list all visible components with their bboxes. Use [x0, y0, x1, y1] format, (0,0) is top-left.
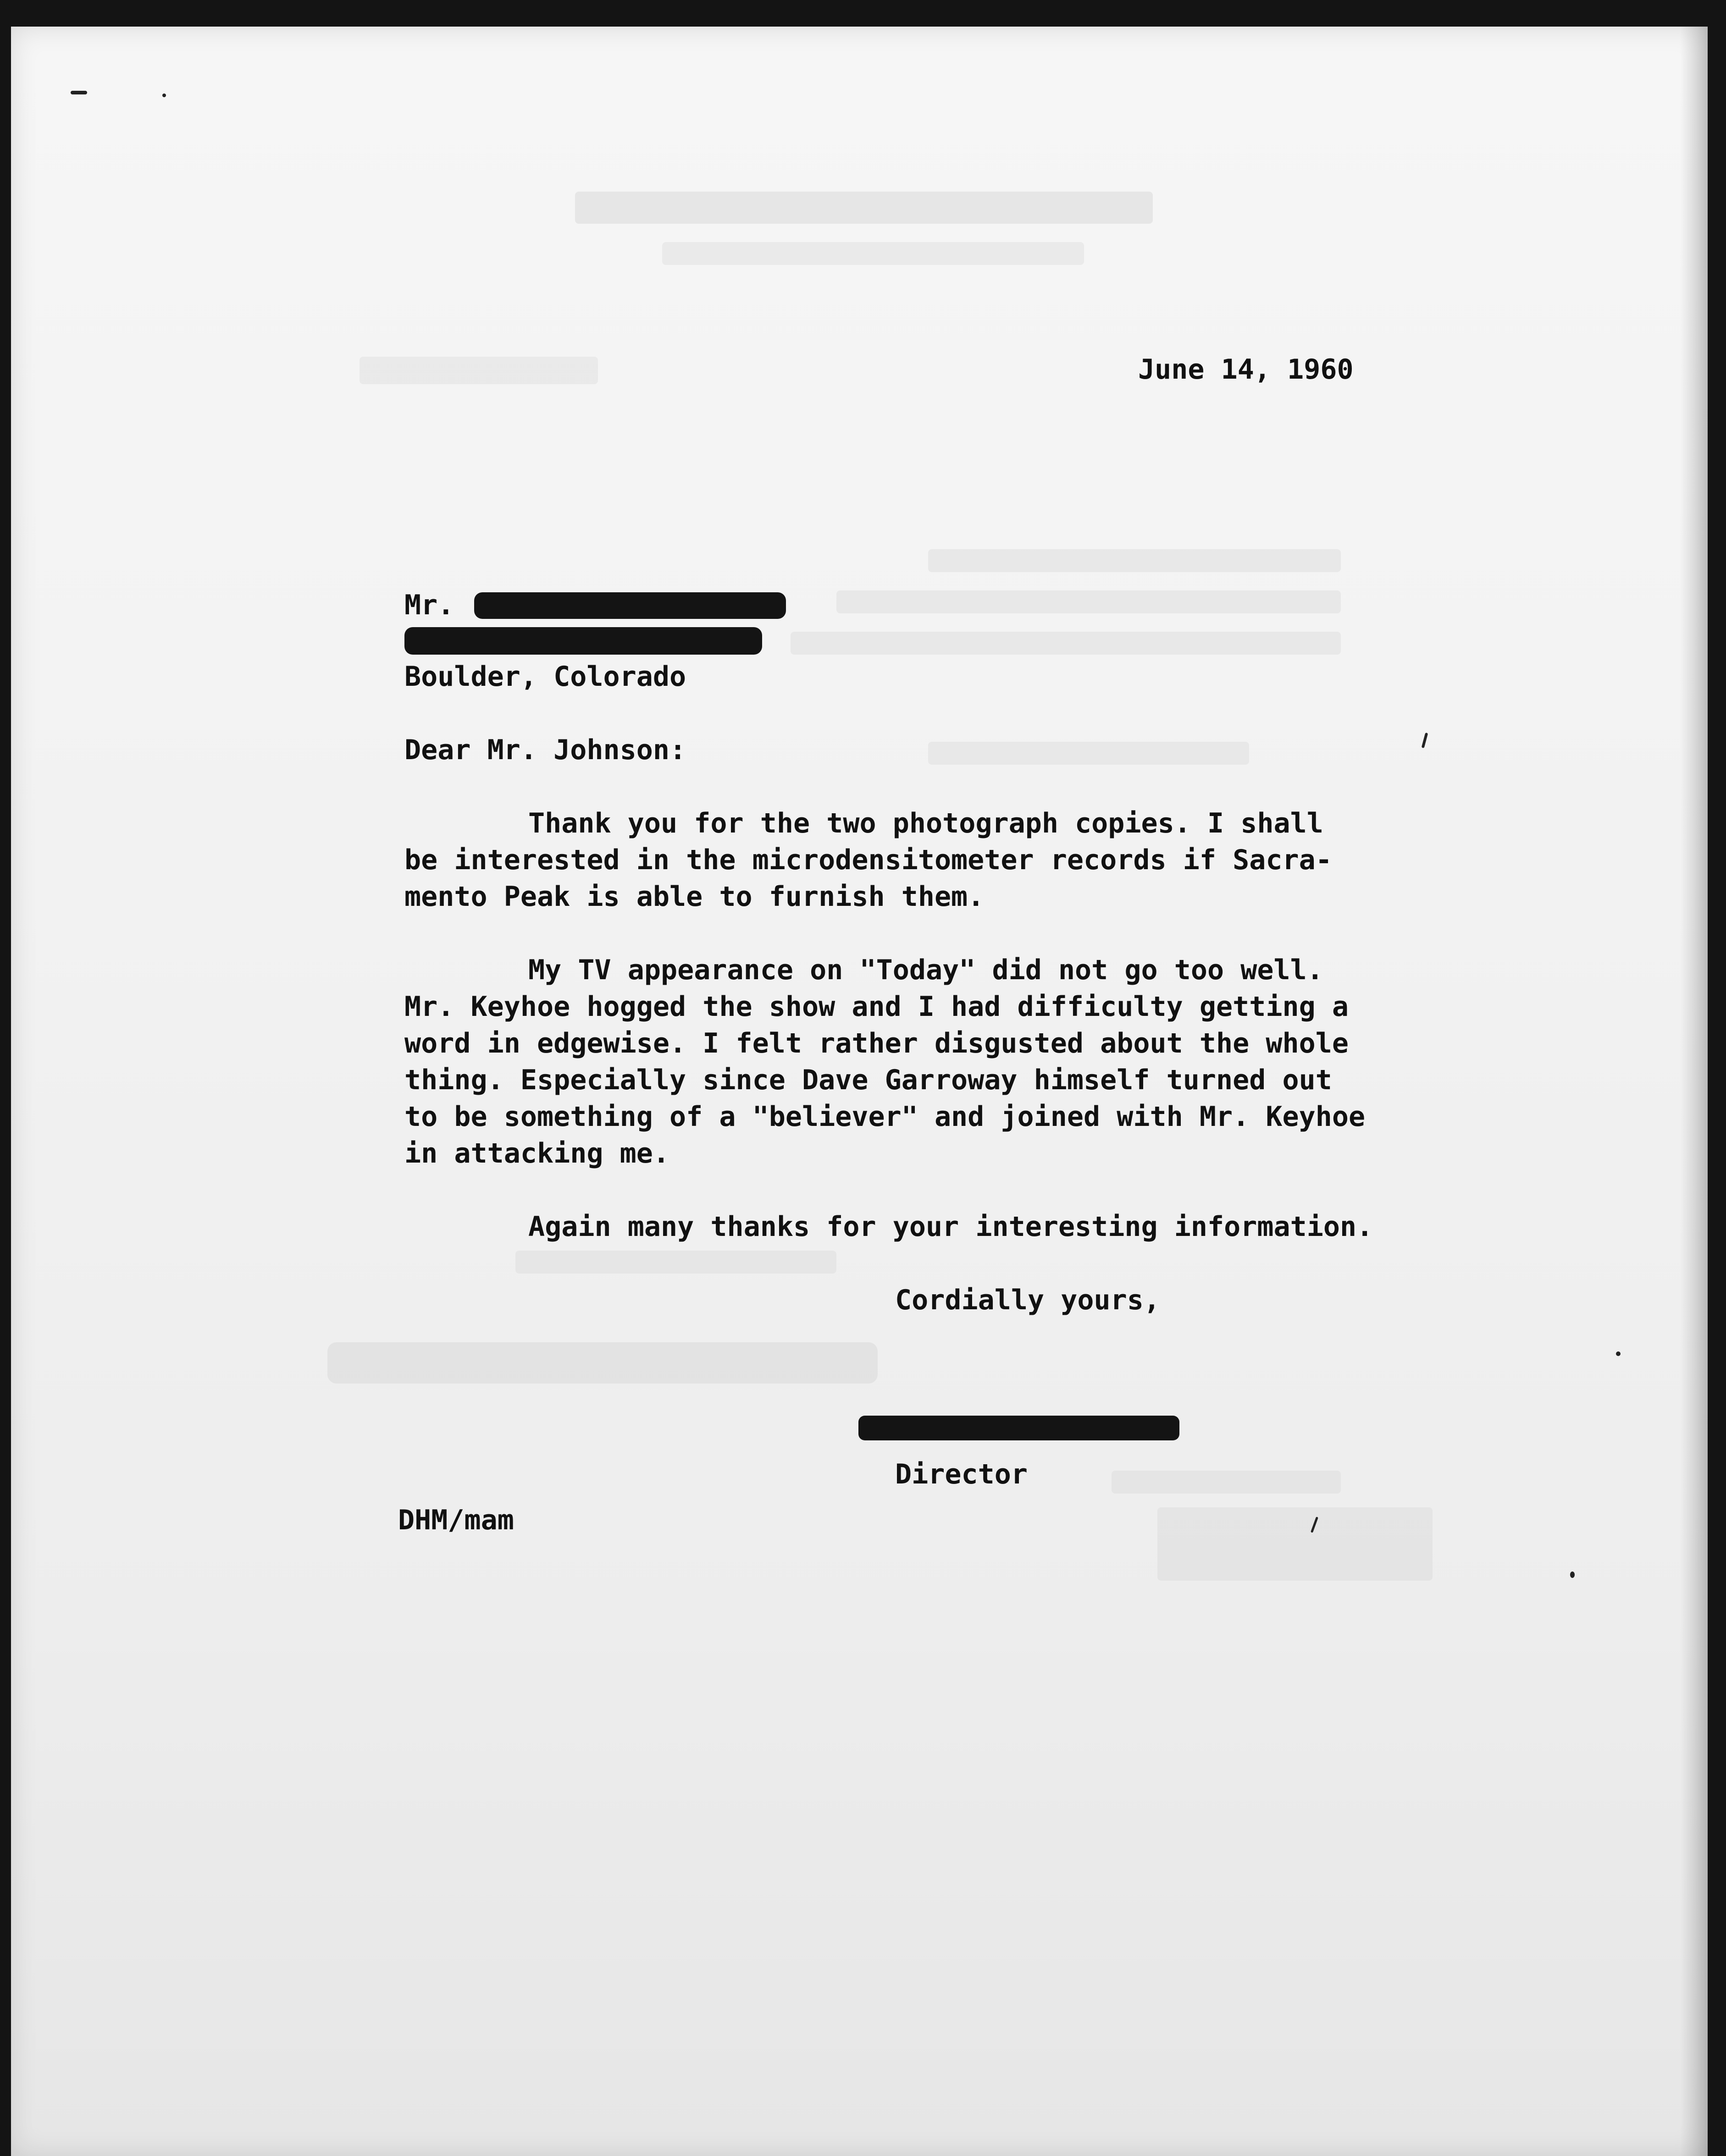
paragraph-line: to be something of a "believer" and joined with Mr. Keyhoe — [404, 1101, 1366, 1133]
redacted-signature — [858, 1416, 1179, 1440]
paragraph-line: thing. Especially since Dave Garroway himself turned out — [404, 1064, 1332, 1096]
paper-edge-shadow — [1680, 27, 1708, 2156]
closing: Cordially yours, — [895, 1284, 1160, 1316]
paragraph-line: in attacking me. — [404, 1137, 669, 1169]
letter-date: June 14, 1960 — [1138, 353, 1354, 386]
signature-title: Director — [895, 1458, 1028, 1490]
letter-paper — [11, 27, 1708, 2156]
redacted-recipient-name — [474, 592, 786, 619]
reference-initials: DHM/mam — [398, 1504, 514, 1536]
paragraph-line: My TV appearance on "Today" did not go too well. — [528, 954, 1323, 986]
paragraph-line: Again many thanks for your interesting information. — [528, 1211, 1373, 1243]
address-city-state: Boulder, Colorado — [404, 661, 686, 693]
paragraph-line: Thank you for the two photograph copies. I shall — [528, 807, 1323, 839]
greeting: Dear Mr. Johnson: — [404, 734, 686, 766]
redacted-street-address — [404, 627, 762, 655]
paragraph-line: word in edgewise. I felt rather disgusted about the whole — [404, 1027, 1349, 1059]
paragraph-line: mento Peak is able to furnish them. — [404, 881, 985, 913]
paragraph-line: be interested in the microdensitometer records if Sacra- — [404, 844, 1332, 876]
paragraph-line: Mr. Keyhoe hogged the show and I had difficulty getting a — [404, 991, 1349, 1023]
address-salutation-prefix: Mr. — [404, 589, 454, 621]
